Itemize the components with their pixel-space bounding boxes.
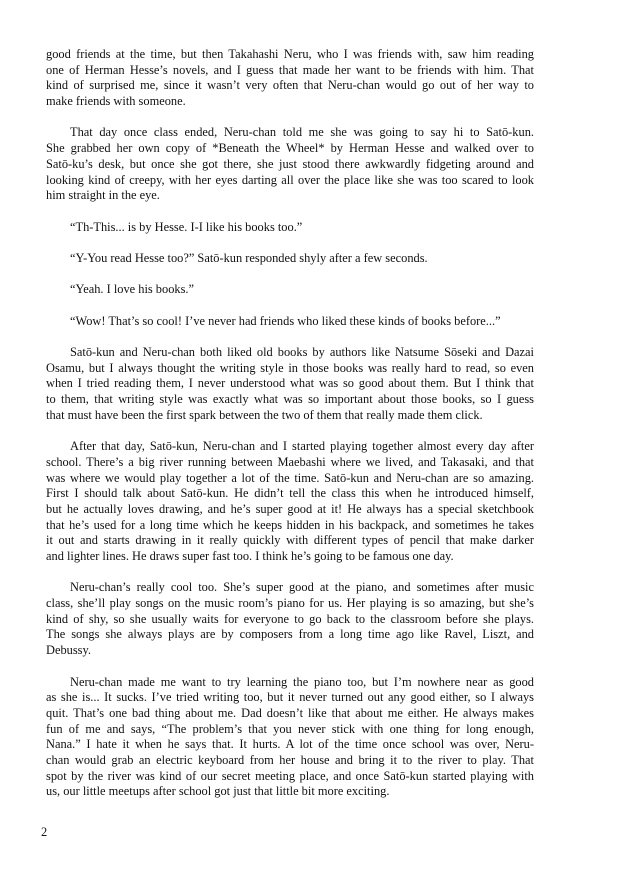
text-line: After that day, Satō-kun, Neru-chan and I started playing together almost every day after [70,439,534,454]
text-line: “Yeah. I love his books.” [70,282,195,297]
text-line: “Wow! That’s so cool! I’ve never had friends who liked these kinds of books before...” [70,313,501,328]
text-line: that he’s used for a long time which he keeps hidden in his backpack, and sometimes he takes [46,517,534,532]
text-line: class, she’ll play songs on the music room’s piano for us. Her playing is so amazing, but she’s [46,596,534,611]
text-line: fun of me and says, “The problem’s that you never stick with one thing for long enough, [46,721,534,736]
text-line: She grabbed her own copy of *Beneath the Wheel* by Herman Hesse and walked over to [46,141,534,156]
text-line: “Y-You read Hesse too?” Satō-kun responded shyly after a few seconds. [70,250,428,265]
text-line: The songs she always plays are by composers from a long time ago like Ravel, Liszt, and [46,627,534,642]
paragraph [46,314,534,330]
text-line: him straight in the eye. [46,188,160,203]
text-line: one of Herman Hesse’s novels, and I guess that made her want to be friends with him. That [46,62,534,77]
text-line: but he actually loves drawing, and he’s super good at it! He always has a special sketchbook [46,501,534,516]
text-line: Neru-chan made me want to try learning the piano too, but I’m nowhere near as good [70,674,534,689]
text-line: school. There’s a big river running between Maebashi where we lived, and Takasaki, and that [46,454,534,469]
paragraph [46,125,534,203]
text-line: kind of shy, so she usually waits for everyone to go back to the classroom before she plays. [46,611,534,626]
text-line: Nana.” I hate it when he says that. It hurts. A lot of the time once school was over, Neru- [46,737,534,752]
text-line: good friends at the time, but then Takahashi Neru, who I was friends with, saw him reading [46,47,534,61]
text-line: make friends with someone. [46,94,186,109]
text-line: us, our little meetups after school got just that little bit more exciting. [46,784,390,799]
text-line: when I tried reading them, I never understood what was so good about them. But I think that [46,376,534,391]
text-line: Osamu, but I always thought the writing style in those books was really hard to read, so even [46,360,534,375]
paragraph [46,675,534,801]
text-line: kind of surprised me, since it wasn’t very often that Neru-chan would go out of her way to [46,78,534,93]
paragraph [46,251,534,267]
text-line: it out and starts drawing in it really quickly with different types of pencil that make darker [46,533,534,548]
paragraph [46,47,534,110]
text-line: Debussy. [46,643,91,658]
text-line: looking kind of creepy, with her eyes darting all over the place like she was too scared to look [46,172,534,187]
text-line: was where we would play together a lot of the time. Satō-kun and Neru-chan are so amazing. [46,470,534,485]
text-line: First I should talk about Satō-kun. He didn’t tell the class this when he introduced himself, [46,486,534,501]
text-line: Satō-kun and Neru-chan both liked old books by authors like Natsume Sōseki and Dazai [70,345,534,360]
text-line: Neru-chan’s really cool too. She’s super good at the piano, and sometimes after music [70,580,534,595]
text-line: chan would grab an electric keyboard from her house and bring it to the river to play. That [46,752,534,767]
paragraph [46,220,534,236]
text-line: quit. That’s one bad thing about me. Dad doesn’t like that about me either. He always makes [46,705,534,720]
page-number: 2 [41,825,48,839]
text-line: That day once class ended, Neru-chan told me she was going to say hi to Satō-kun. [70,125,534,140]
text-line: and lighter lines. He draws super fast too. I think he’s going to be famous one day. [46,549,454,563]
paragraph [46,580,534,658]
text-line: spot by the river was kind of our secret meeting place, and once Satō-kun started playing with [46,768,534,783]
paragraph [46,345,534,423]
text-line: Satō-ku’s desk, but once she got there, she just stood there awkwardly fidgeting around and [46,156,534,171]
text-line: that must have been the first spark between the two of them that really made them click. [46,407,483,422]
text-line: as she is... It sucks. I’ve tried writing too, but it never turned out any good either, so I always [46,690,534,705]
paragraph [46,439,534,565]
body-text [46,47,534,816]
text-line: to them, that writing style was exactly what was so important about those books, so I guess [46,392,534,407]
text-line: “Th-This... is by Hesse. I-I like his books too.” [70,219,303,234]
paragraph [46,282,534,298]
